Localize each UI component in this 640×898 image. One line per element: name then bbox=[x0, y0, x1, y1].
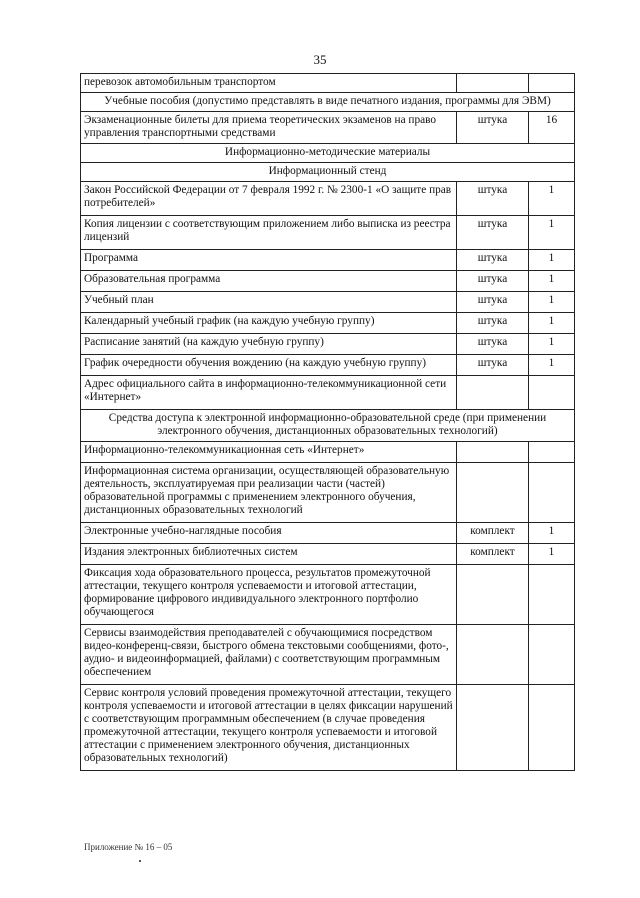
table-row bbox=[81, 271, 575, 292]
item-unit bbox=[457, 376, 529, 410]
table-row bbox=[81, 625, 575, 685]
table-row bbox=[81, 334, 575, 355]
item-name: Копия лицензии с соответствующим приложением либо выписка из реестра лицензий bbox=[81, 216, 457, 250]
item-quantity bbox=[529, 685, 575, 771]
item-quantity bbox=[529, 463, 575, 523]
table-row bbox=[81, 182, 575, 216]
section-heading-stand: Информационный стенд bbox=[81, 163, 575, 182]
item-unit bbox=[457, 74, 529, 93]
scan-speck bbox=[139, 860, 141, 862]
table-row bbox=[81, 463, 575, 523]
section-heading-textbooks: Учебные пособия (допустимо представлять в виде печатного издания, программы для ЭВМ) bbox=[81, 93, 575, 112]
item-quantity bbox=[529, 442, 575, 463]
item-name: Расписание занятий (на каждую учебную группу) bbox=[81, 334, 457, 355]
table-row bbox=[81, 355, 575, 376]
table-row bbox=[81, 292, 575, 313]
electronic-items bbox=[81, 442, 575, 771]
item-name: Экзаменационные билеты для приема теоретических экзаменов на право управления транспортными средствами bbox=[81, 112, 457, 144]
item-unit: комплект bbox=[457, 523, 529, 544]
item-name: Сервис контроля условий проведения промежуточной аттестации, текущего контроля успеваемости и итоговой аттестации в целях фиксации нарушений с соответствующим программным обеспечением (в случае проведения промежуточной аттестации, текущего контроля успеваемости и итоговой аттестации с применением электронного обучения, дистанционных образовательных технологий) bbox=[81, 685, 457, 771]
item-name: Фиксация хода образовательного процесса, результатов промежуточной аттестации, текущего контроля успеваемости и итоговой аттестации, формирование цифрового индивидуального электронного портфолио обучающегося bbox=[81, 565, 457, 625]
item-quantity: 1 bbox=[529, 292, 575, 313]
item-quantity: 16 bbox=[529, 112, 575, 144]
item-quantity: 1 bbox=[529, 334, 575, 355]
table-row bbox=[81, 216, 575, 250]
table-row bbox=[81, 376, 575, 410]
item-name: Программа bbox=[81, 250, 457, 271]
section-row bbox=[81, 410, 575, 442]
item-name: Сервисы взаимодействия преподавателей с обучающимися посредством видео-конференц-связи, быстрого обмена текстовыми сообщениями, фото-, аудио- и видеоинформацией, файлами) с соответствующим программным обеспечением bbox=[81, 625, 457, 685]
item-unit: штука bbox=[457, 271, 529, 292]
equipment-table bbox=[80, 73, 575, 771]
item-quantity: 1 bbox=[529, 313, 575, 334]
table-row bbox=[81, 685, 575, 771]
item-name: Адрес официального сайта в информационно-телекоммуникационной сети «Интернет» bbox=[81, 376, 457, 410]
footer-note: Приложение № 16 – 05 bbox=[84, 842, 173, 852]
item-unit: штука bbox=[457, 112, 529, 144]
item-name: Информационная система организации, осуществляющей образовательную деятельность, эксплуатируемая при реализации части (частей) образовательной программы с применением электронного обучения, дистанционных образовательных технологий bbox=[81, 463, 457, 523]
item-unit: штука bbox=[457, 250, 529, 271]
item-unit: штука bbox=[457, 313, 529, 334]
table-row bbox=[81, 250, 575, 271]
table-row bbox=[81, 442, 575, 463]
item-name: Закон Российской Федерации от 7 февраля 1992 г. № 2300-1 «О защите прав потребителей» bbox=[81, 182, 457, 216]
item-unit: штука bbox=[457, 216, 529, 250]
item-quantity: 1 bbox=[529, 355, 575, 376]
item-name: Электронные учебно-наглядные пособия bbox=[81, 523, 457, 544]
item-quantity: 1 bbox=[529, 250, 575, 271]
table-row bbox=[81, 565, 575, 625]
item-quantity bbox=[529, 565, 575, 625]
table-row bbox=[81, 74, 575, 93]
section-heading-methodical: Информационно-методические материалы bbox=[81, 144, 575, 163]
section-heading-electronic: Средства доступа к электронной информационно-образовательной среде (при применении электронного обучения, дистанционных образовательных технологий) bbox=[81, 410, 575, 442]
item-name: Учебный план bbox=[81, 292, 457, 313]
item-unit: комплект bbox=[457, 544, 529, 565]
item-unit: штука bbox=[457, 182, 529, 216]
item-name: Издания электронных библиотечных систем bbox=[81, 544, 457, 565]
table-row bbox=[81, 523, 575, 544]
item-quantity: 1 bbox=[529, 182, 575, 216]
item-unit bbox=[457, 463, 529, 523]
item-quantity: 1 bbox=[529, 544, 575, 565]
item-unit bbox=[457, 442, 529, 463]
item-quantity bbox=[529, 376, 575, 410]
item-unit bbox=[457, 685, 529, 771]
item-quantity: 1 bbox=[529, 271, 575, 292]
item-unit bbox=[457, 625, 529, 685]
item-quantity bbox=[529, 625, 575, 685]
stand-items bbox=[81, 182, 575, 410]
section-row bbox=[81, 144, 575, 163]
table-row bbox=[81, 313, 575, 334]
item-quantity: 1 bbox=[529, 523, 575, 544]
item-name: График очередности обучения вождению (на каждую учебную группу) bbox=[81, 355, 457, 376]
page-number: 35 bbox=[313, 52, 327, 67]
section-row bbox=[81, 163, 575, 182]
item-unit bbox=[457, 565, 529, 625]
item-quantity bbox=[529, 74, 575, 93]
item-name: Образовательная программа bbox=[81, 271, 457, 292]
item-unit: штука bbox=[457, 292, 529, 313]
item-quantity: 1 bbox=[529, 216, 575, 250]
item-name: перевозок автомобильным транспортом bbox=[81, 74, 457, 93]
item-name: Информационно-телекоммуникационная сеть «Интернет» bbox=[81, 442, 457, 463]
table-row bbox=[81, 544, 575, 565]
item-unit: штука bbox=[457, 355, 529, 376]
table-row bbox=[81, 112, 575, 144]
item-name: Календарный учебный график (на каждую учебную группу) bbox=[81, 313, 457, 334]
section-row bbox=[81, 93, 575, 112]
item-unit: штука bbox=[457, 334, 529, 355]
